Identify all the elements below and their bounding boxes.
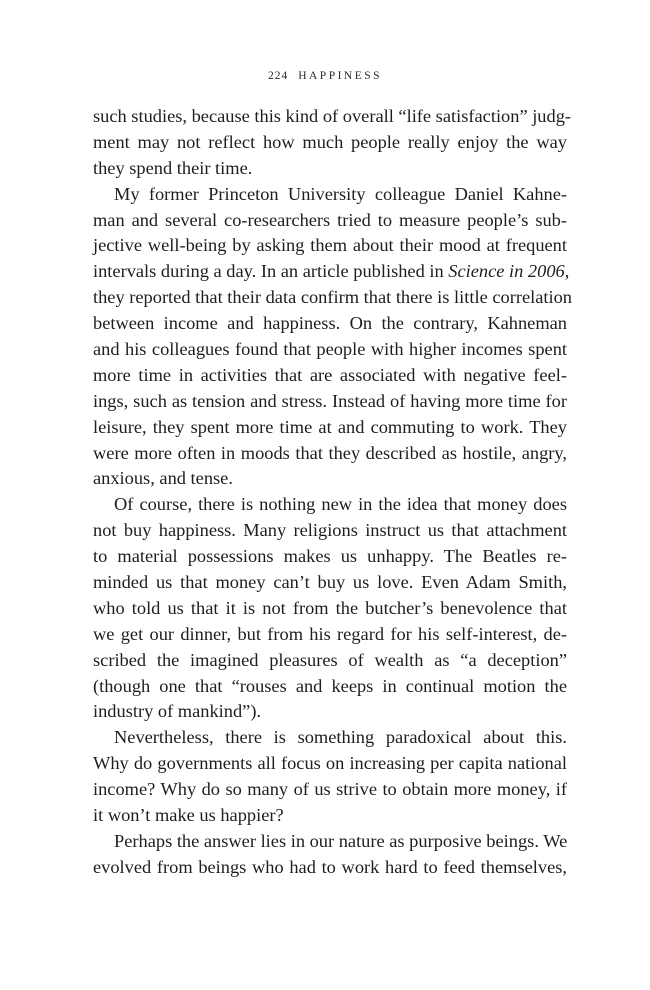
text-line: such studies, because this kind of overall “life satisfaction” judg- (93, 106, 572, 126)
text-line: Nevertheless, there is something paradoxical about this. (114, 727, 567, 748)
text-line: minded us that money can’t buy us love. Even Adam Smith, (93, 572, 567, 593)
text-line: jective well-being by asking them about their mood at frequent (93, 235, 567, 256)
text-line: Perhaps the answer lies in our nature as purposive beings. We (114, 830, 568, 851)
text-run: , (564, 261, 570, 282)
text-line: to material possessions makes us unhappy. The Beatles re- (93, 546, 567, 567)
text-line: between income and happiness. On the contrary, Kahneman (93, 313, 567, 334)
text-line: and his colleagues found that people with higher incomes spent (93, 339, 567, 360)
text-line: leisure, they spent more time at and commuting to work. They (93, 416, 567, 437)
text-line: anxious, and tense. (93, 468, 233, 489)
text-line: they reported that their data confirm that there is little correlation (93, 287, 572, 308)
text-line: (though one that “rouses and keeps in continual motion the (93, 675, 567, 696)
text-line: Why do governments all focus on increasing per capita national (93, 753, 567, 774)
text-line: ings, such as tension and stress. Instead of having more time for (93, 390, 567, 411)
text-line: man and several co-researchers tried to measure people’s sub- (93, 209, 567, 230)
text-line: Of course, there is nothing new in the idea that money does (114, 494, 567, 515)
text-line: it won’t make us happier? (93, 805, 284, 826)
text-line (93, 259, 570, 285)
text-line: ment may not reflect how much people really enjoy the way (93, 131, 567, 152)
text-line: not buy happiness. Many religions instruct us that attachment (93, 520, 567, 541)
text-run: intervals during a day. In an article published in (93, 261, 449, 282)
text-line: were more often in moods that they described as hostile, angry, (93, 442, 567, 463)
text-line: My former Princeton University colleague Daniel Kahne- (114, 183, 567, 204)
running-head (0, 70, 650, 82)
italic-title: Science in 2006 (448, 261, 565, 282)
text-line: industry of mankind”). (93, 701, 262, 722)
text-line: evolved from beings who had to work hard to feed themselves, (93, 856, 567, 877)
text-line: more time in activities that are associated with negative feel- (93, 364, 567, 385)
running-head-title: HAPPINESS (298, 70, 383, 82)
body-text (93, 104, 572, 881)
text-line: we get our dinner, but from his regard for his self-interest, de- (93, 623, 567, 644)
text-line: they spend their time. (93, 157, 253, 178)
text-line: scribed the imagined pleasures of wealth as “a deception” (93, 649, 567, 670)
text-line: who told us that it is not from the butcher’s benevolence that (93, 597, 567, 618)
text-line: income? Why do so many of us strive to obtain more money, if (93, 779, 567, 800)
page-number: 224 (267, 70, 289, 82)
